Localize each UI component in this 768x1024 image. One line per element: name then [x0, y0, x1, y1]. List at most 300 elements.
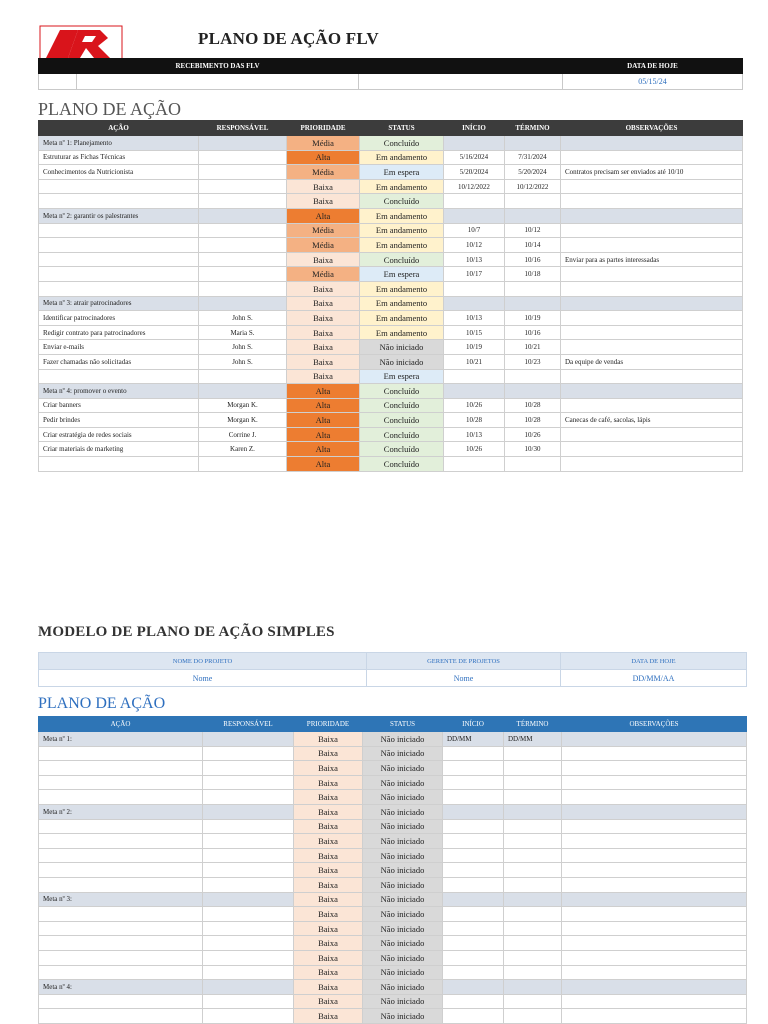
status-cell[interactable]: Em espera — [360, 165, 444, 180]
action-cell[interactable]: Meta nº 4: — [39, 980, 203, 995]
notes-cell[interactable] — [561, 238, 743, 253]
responsible-cell[interactable]: John S. — [199, 340, 287, 355]
status-cell[interactable]: Em andamento — [360, 311, 444, 326]
action-cell[interactable] — [39, 761, 203, 776]
action-cell[interactable]: Criar materiais de marketing — [39, 442, 199, 457]
responsible-cell[interactable] — [203, 965, 294, 980]
status-cell[interactable]: Não iniciado — [363, 804, 443, 819]
end-date-cell[interactable] — [504, 790, 562, 805]
priority-cell[interactable]: Baixa — [287, 340, 360, 355]
status-cell[interactable]: Concluído — [360, 413, 444, 428]
notes-cell[interactable] — [562, 994, 747, 1009]
responsible-cell[interactable] — [203, 819, 294, 834]
priority-cell[interactable]: Alta — [287, 398, 360, 413]
start-date-cell[interactable] — [443, 994, 504, 1009]
priority-cell[interactable]: Baixa — [294, 892, 363, 907]
responsible-cell[interactable] — [203, 863, 294, 878]
action-cell[interactable] — [39, 834, 203, 849]
action-cell[interactable] — [39, 848, 203, 863]
action-cell[interactable]: Meta nº 4: promover o evento — [39, 384, 199, 399]
notes-cell[interactable] — [562, 819, 747, 834]
responsible-cell[interactable] — [203, 994, 294, 1009]
responsible-cell[interactable] — [203, 877, 294, 892]
action-cell[interactable] — [39, 877, 203, 892]
notes-cell[interactable] — [562, 936, 747, 951]
priority-cell[interactable]: Média — [287, 165, 360, 180]
status-cell[interactable]: Em espera — [360, 267, 444, 282]
action-cell[interactable] — [39, 194, 199, 209]
notes-cell[interactable] — [562, 732, 747, 747]
responsible-cell[interactable]: Corrine J. — [199, 427, 287, 442]
notes-cell[interactable] — [562, 907, 747, 922]
end-date-cell[interactable] — [504, 848, 562, 863]
priority-cell[interactable]: Alta — [287, 384, 360, 399]
notes-cell[interactable] — [562, 775, 747, 790]
responsible-cell[interactable]: Karen Z. — [199, 442, 287, 457]
notes-cell[interactable] — [562, 965, 747, 980]
responsible-cell[interactable] — [203, 775, 294, 790]
info-value-date[interactable]: 05/15/24 — [563, 74, 743, 90]
responsible-cell[interactable] — [199, 384, 287, 399]
start-date-cell[interactable]: 10/13 — [444, 311, 505, 326]
notes-cell[interactable] — [562, 950, 747, 965]
priority-cell[interactable]: Média — [287, 136, 360, 151]
responsible-cell[interactable] — [199, 457, 287, 472]
priority-cell[interactable]: Baixa — [294, 732, 363, 747]
responsible-cell[interactable] — [203, 746, 294, 761]
action-cell[interactable]: Meta nº 3: — [39, 892, 203, 907]
responsible-cell[interactable] — [199, 281, 287, 296]
start-date-cell[interactable] — [443, 936, 504, 951]
notes-cell[interactable] — [562, 980, 747, 995]
action-cell[interactable]: Meta nº 1: Planejamento — [39, 136, 199, 151]
status-cell[interactable]: Não iniciado — [363, 994, 443, 1009]
notes-cell[interactable] — [561, 340, 743, 355]
start-date-cell[interactable] — [443, 746, 504, 761]
end-date-cell[interactable]: 10/19 — [505, 311, 561, 326]
start-date-cell[interactable] — [444, 457, 505, 472]
priority-cell[interactable]: Baixa — [294, 921, 363, 936]
notes-cell[interactable] — [562, 790, 747, 805]
end-date-cell[interactable] — [504, 950, 562, 965]
start-date-cell[interactable] — [443, 892, 504, 907]
start-date-cell[interactable] — [444, 384, 505, 399]
action-cell[interactable] — [39, 179, 199, 194]
notes-cell[interactable] — [561, 457, 743, 472]
status-cell[interactable]: Concluído — [360, 457, 444, 472]
end-date-cell[interactable] — [504, 980, 562, 995]
responsible-cell[interactable]: John S. — [199, 354, 287, 369]
start-date-cell[interactable] — [443, 877, 504, 892]
priority-cell[interactable]: Alta — [287, 457, 360, 472]
end-date-cell[interactable] — [504, 746, 562, 761]
start-date-cell[interactable] — [444, 369, 505, 384]
status-cell[interactable]: Concluído — [360, 427, 444, 442]
responsible-cell[interactable] — [199, 136, 287, 151]
status-cell[interactable]: Não iniciado — [363, 834, 443, 849]
priority-cell[interactable]: Alta — [287, 442, 360, 457]
action-cell[interactable]: Meta nº 3: atrair patrocinadores — [39, 296, 199, 311]
notes-cell[interactable] — [562, 892, 747, 907]
responsible-cell[interactable] — [203, 980, 294, 995]
status-cell[interactable]: Não iniciado — [363, 965, 443, 980]
end-date-cell[interactable] — [504, 863, 562, 878]
start-date-cell[interactable]: 10/12 — [444, 238, 505, 253]
priority-cell[interactable]: Média — [287, 267, 360, 282]
start-date-cell[interactable] — [444, 281, 505, 296]
notes-cell[interactable] — [562, 848, 747, 863]
priority-cell[interactable]: Baixa — [294, 819, 363, 834]
notes-cell[interactable] — [562, 1009, 747, 1024]
status-cell[interactable]: Em andamento — [360, 238, 444, 253]
priority-cell[interactable]: Baixa — [294, 1009, 363, 1024]
action-cell[interactable]: Enviar e-mails — [39, 340, 199, 355]
end-date-cell[interactable] — [504, 965, 562, 980]
priority-cell[interactable]: Baixa — [287, 311, 360, 326]
priority-cell[interactable]: Baixa — [294, 863, 363, 878]
action-cell[interactable] — [39, 252, 199, 267]
priority-cell[interactable]: Baixa — [287, 252, 360, 267]
status-cell[interactable]: Não iniciado — [363, 950, 443, 965]
end-date-cell[interactable]: 10/14 — [505, 238, 561, 253]
end-date-cell[interactable] — [505, 296, 561, 311]
action-cell[interactable] — [39, 921, 203, 936]
action-cell[interactable] — [39, 369, 199, 384]
notes-cell[interactable] — [562, 921, 747, 936]
priority-cell[interactable]: Baixa — [294, 804, 363, 819]
status-cell[interactable]: Em andamento — [360, 150, 444, 165]
priority-cell[interactable]: Baixa — [294, 994, 363, 1009]
status-cell[interactable]: Não iniciado — [363, 1009, 443, 1024]
start-date-cell[interactable]: 10/7 — [444, 223, 505, 238]
end-date-cell[interactable] — [505, 194, 561, 209]
end-date-cell[interactable]: 10/23 — [505, 354, 561, 369]
project-name-value[interactable]: Nome — [39, 670, 367, 687]
start-date-cell[interactable] — [443, 980, 504, 995]
responsible-cell[interactable] — [203, 732, 294, 747]
notes-cell[interactable] — [561, 281, 743, 296]
responsible-cell[interactable] — [203, 834, 294, 849]
priority-cell[interactable]: Baixa — [287, 194, 360, 209]
notes-cell[interactable] — [561, 369, 743, 384]
status-cell[interactable]: Em andamento — [360, 296, 444, 311]
end-date-cell[interactable] — [505, 369, 561, 384]
start-date-cell[interactable]: 10/15 — [444, 325, 505, 340]
end-date-cell[interactable] — [504, 921, 562, 936]
status-cell[interactable]: Em andamento — [360, 325, 444, 340]
start-date-cell[interactable] — [444, 296, 505, 311]
action-cell[interactable] — [39, 238, 199, 253]
start-date-cell[interactable]: 10/13 — [444, 427, 505, 442]
start-date-cell[interactable]: 10/13 — [444, 252, 505, 267]
responsible-cell[interactable] — [199, 165, 287, 180]
action-cell[interactable]: Redigir contrato para patrocinadores — [39, 325, 199, 340]
priority-cell[interactable]: Baixa — [294, 877, 363, 892]
responsible-cell[interactable] — [199, 252, 287, 267]
responsible-cell[interactable] — [199, 223, 287, 238]
notes-cell[interactable]: Canecas de café, sacolas, lápis — [561, 413, 743, 428]
notes-cell[interactable] — [561, 311, 743, 326]
action-cell[interactable]: Meta nº 2: garantir os palestrantes — [39, 208, 199, 223]
notes-cell[interactable] — [562, 746, 747, 761]
end-date-cell[interactable] — [504, 819, 562, 834]
start-date-cell[interactable] — [443, 790, 504, 805]
start-date-cell[interactable]: 10/28 — [444, 413, 505, 428]
status-cell[interactable]: Não iniciado — [363, 936, 443, 951]
responsible-cell[interactable] — [199, 150, 287, 165]
notes-cell[interactable] — [562, 761, 747, 776]
status-cell[interactable]: Concluído — [360, 442, 444, 457]
end-date-cell[interactable] — [504, 936, 562, 951]
start-date-cell[interactable] — [443, 863, 504, 878]
priority-cell[interactable]: Baixa — [294, 936, 363, 951]
status-cell[interactable]: Não iniciado — [363, 877, 443, 892]
status-cell[interactable]: Não iniciado — [363, 819, 443, 834]
end-date-cell[interactable]: 10/28 — [505, 413, 561, 428]
responsible-cell[interactable] — [199, 179, 287, 194]
status-cell[interactable]: Concluído — [360, 136, 444, 151]
notes-cell[interactable] — [561, 427, 743, 442]
responsible-cell[interactable] — [199, 369, 287, 384]
notes-cell[interactable] — [562, 834, 747, 849]
responsible-cell[interactable]: Morgan K. — [199, 413, 287, 428]
priority-cell[interactable]: Baixa — [294, 965, 363, 980]
end-date-cell[interactable]: 10/12/2022 — [505, 179, 561, 194]
start-date-cell[interactable]: DD/MM — [443, 732, 504, 747]
project-date-value[interactable]: DD/MM/AA — [561, 670, 747, 687]
action-cell[interactable] — [39, 994, 203, 1009]
action-cell[interactable] — [39, 281, 199, 296]
action-cell[interactable]: Meta nº 1: — [39, 732, 203, 747]
responsible-cell[interactable] — [203, 936, 294, 951]
action-cell[interactable]: Fazer chamadas não solicitadas — [39, 354, 199, 369]
end-date-cell[interactable] — [504, 892, 562, 907]
info-value-receiving[interactable] — [77, 74, 359, 90]
action-cell[interactable] — [39, 819, 203, 834]
priority-cell[interactable]: Baixa — [287, 369, 360, 384]
responsible-cell[interactable] — [199, 194, 287, 209]
responsible-cell[interactable] — [203, 761, 294, 776]
status-cell[interactable]: Não iniciado — [363, 848, 443, 863]
priority-cell[interactable]: Baixa — [287, 325, 360, 340]
start-date-cell[interactable]: 5/16/2024 — [444, 150, 505, 165]
action-cell[interactable]: Conhecimentos da Nutricionista — [39, 165, 199, 180]
status-cell[interactable]: Em espera — [360, 369, 444, 384]
responsible-cell[interactable] — [199, 208, 287, 223]
start-date-cell[interactable] — [443, 775, 504, 790]
priority-cell[interactable]: Baixa — [294, 834, 363, 849]
status-cell[interactable]: Não iniciado — [363, 761, 443, 776]
start-date-cell[interactable]: 10/19 — [444, 340, 505, 355]
start-date-cell[interactable] — [443, 950, 504, 965]
notes-cell[interactable] — [561, 442, 743, 457]
status-cell[interactable]: Não iniciado — [363, 980, 443, 995]
notes-cell[interactable] — [561, 398, 743, 413]
action-cell[interactable] — [39, 936, 203, 951]
end-date-cell[interactable]: 5/20/2024 — [505, 165, 561, 180]
end-date-cell[interactable] — [505, 136, 561, 151]
status-cell[interactable]: Não iniciado — [363, 746, 443, 761]
responsible-cell[interactable] — [203, 921, 294, 936]
notes-cell[interactable] — [561, 179, 743, 194]
responsible-cell[interactable] — [199, 267, 287, 282]
responsible-cell[interactable] — [203, 790, 294, 805]
responsible-cell[interactable] — [203, 848, 294, 863]
start-date-cell[interactable] — [443, 834, 504, 849]
priority-cell[interactable]: Baixa — [287, 354, 360, 369]
status-cell[interactable]: Não iniciado — [363, 732, 443, 747]
notes-cell[interactable] — [561, 325, 743, 340]
start-date-cell[interactable] — [443, 907, 504, 922]
start-date-cell[interactable] — [443, 921, 504, 936]
notes-cell[interactable] — [561, 267, 743, 282]
notes-cell[interactable] — [561, 384, 743, 399]
end-date-cell[interactable]: 10/21 — [505, 340, 561, 355]
action-cell[interactable] — [39, 267, 199, 282]
status-cell[interactable]: Não iniciado — [363, 907, 443, 922]
status-cell[interactable]: Concluído — [360, 194, 444, 209]
action-cell[interactable]: Meta nº 2: — [39, 804, 203, 819]
end-date-cell[interactable] — [504, 804, 562, 819]
action-cell[interactable] — [39, 746, 203, 761]
status-cell[interactable]: Não iniciado — [363, 892, 443, 907]
priority-cell[interactable]: Baixa — [294, 761, 363, 776]
end-date-cell[interactable] — [504, 994, 562, 1009]
start-date-cell[interactable] — [443, 848, 504, 863]
status-cell[interactable]: Em andamento — [360, 281, 444, 296]
start-date-cell[interactable]: 10/21 — [444, 354, 505, 369]
notes-cell[interactable] — [562, 863, 747, 878]
status-cell[interactable]: Não iniciado — [360, 340, 444, 355]
end-date-cell[interactable]: 10/28 — [505, 398, 561, 413]
action-cell[interactable] — [39, 775, 203, 790]
responsible-cell[interactable]: Morgan K. — [199, 398, 287, 413]
status-cell[interactable]: Em andamento — [360, 179, 444, 194]
start-date-cell[interactable]: 5/20/2024 — [444, 165, 505, 180]
start-date-cell[interactable]: 10/26 — [444, 442, 505, 457]
end-date-cell[interactable]: 10/16 — [505, 325, 561, 340]
responsible-cell[interactable]: Maria S. — [199, 325, 287, 340]
priority-cell[interactable]: Baixa — [287, 296, 360, 311]
notes-cell[interactable] — [561, 150, 743, 165]
action-cell[interactable]: Criar estratégia de redes sociais — [39, 427, 199, 442]
priority-cell[interactable]: Média — [287, 223, 360, 238]
end-date-cell[interactable] — [504, 877, 562, 892]
start-date-cell[interactable]: 10/17 — [444, 267, 505, 282]
end-date-cell[interactable] — [505, 384, 561, 399]
action-cell[interactable]: Pedir brindes — [39, 413, 199, 428]
action-cell[interactable]: Identificar patrocinadores — [39, 311, 199, 326]
end-date-cell[interactable] — [504, 761, 562, 776]
action-cell[interactable] — [39, 457, 199, 472]
priority-cell[interactable]: Baixa — [287, 281, 360, 296]
start-date-cell[interactable]: 10/26 — [444, 398, 505, 413]
end-date-cell[interactable]: 10/26 — [505, 427, 561, 442]
start-date-cell[interactable] — [443, 965, 504, 980]
priority-cell[interactable]: Baixa — [294, 746, 363, 761]
notes-cell[interactable]: Enviar para as partes interessadas — [561, 252, 743, 267]
priority-cell[interactable]: Baixa — [294, 907, 363, 922]
action-cell[interactable] — [39, 863, 203, 878]
end-date-cell[interactable] — [505, 281, 561, 296]
status-cell[interactable]: Concluído — [360, 384, 444, 399]
responsible-cell[interactable] — [203, 1009, 294, 1024]
priority-cell[interactable]: Alta — [287, 208, 360, 223]
status-cell[interactable]: Concluído — [360, 252, 444, 267]
end-date-cell[interactable]: 10/16 — [505, 252, 561, 267]
status-cell[interactable]: Não iniciado — [363, 790, 443, 805]
start-date-cell[interactable] — [444, 208, 505, 223]
notes-cell[interactable] — [562, 804, 747, 819]
start-date-cell[interactable] — [443, 819, 504, 834]
end-date-cell[interactable] — [505, 457, 561, 472]
priority-cell[interactable]: Média — [287, 238, 360, 253]
responsible-cell[interactable] — [203, 907, 294, 922]
start-date-cell[interactable] — [443, 804, 504, 819]
status-cell[interactable]: Não iniciado — [360, 354, 444, 369]
end-date-cell[interactable] — [504, 834, 562, 849]
priority-cell[interactable]: Baixa — [287, 179, 360, 194]
action-cell[interactable]: Criar banners — [39, 398, 199, 413]
end-date-cell[interactable] — [505, 208, 561, 223]
notes-cell[interactable] — [562, 877, 747, 892]
responsible-cell[interactable] — [203, 892, 294, 907]
start-date-cell[interactable] — [444, 194, 505, 209]
end-date-cell[interactable]: 7/31/2024 — [505, 150, 561, 165]
notes-cell[interactable] — [561, 136, 743, 151]
end-date-cell[interactable] — [504, 775, 562, 790]
start-date-cell[interactable] — [443, 761, 504, 776]
status-cell[interactable]: Não iniciado — [363, 863, 443, 878]
priority-cell[interactable]: Baixa — [294, 950, 363, 965]
action-cell[interactable] — [39, 1009, 203, 1024]
priority-cell[interactable]: Alta — [287, 427, 360, 442]
priority-cell[interactable]: Alta — [287, 413, 360, 428]
notes-cell[interactable] — [561, 223, 743, 238]
notes-cell[interactable] — [561, 208, 743, 223]
end-date-cell[interactable] — [504, 907, 562, 922]
project-manager-value[interactable]: Nome — [367, 670, 561, 687]
start-date-cell[interactable] — [443, 1009, 504, 1024]
end-date-cell[interactable]: DD/MM — [504, 732, 562, 747]
notes-cell[interactable]: Contratos precisam ser enviados até 10/10 — [561, 165, 743, 180]
status-cell[interactable]: Em andamento — [360, 223, 444, 238]
status-cell[interactable]: Em andamento — [360, 208, 444, 223]
end-date-cell[interactable]: 10/12 — [505, 223, 561, 238]
action-cell[interactable] — [39, 790, 203, 805]
end-date-cell[interactable]: 10/30 — [505, 442, 561, 457]
responsible-cell[interactable]: John S. — [199, 311, 287, 326]
action-cell[interactable] — [39, 907, 203, 922]
status-cell[interactable]: Não iniciado — [363, 921, 443, 936]
action-cell[interactable]: Estruturar as Fichas Técnicas — [39, 150, 199, 165]
priority-cell[interactable]: Baixa — [294, 790, 363, 805]
priority-cell[interactable]: Baixa — [294, 980, 363, 995]
start-date-cell[interactable] — [444, 136, 505, 151]
start-date-cell[interactable]: 10/12/2022 — [444, 179, 505, 194]
end-date-cell[interactable] — [504, 1009, 562, 1024]
notes-cell[interactable] — [561, 296, 743, 311]
action-cell[interactable] — [39, 950, 203, 965]
end-date-cell[interactable]: 10/18 — [505, 267, 561, 282]
info-value-blank[interactable] — [359, 74, 563, 90]
priority-cell[interactable]: Baixa — [294, 775, 363, 790]
status-cell[interactable]: Não iniciado — [363, 775, 443, 790]
responsible-cell[interactable] — [199, 296, 287, 311]
notes-cell[interactable] — [561, 194, 743, 209]
action-cell[interactable] — [39, 965, 203, 980]
priority-cell[interactable]: Alta — [287, 150, 360, 165]
